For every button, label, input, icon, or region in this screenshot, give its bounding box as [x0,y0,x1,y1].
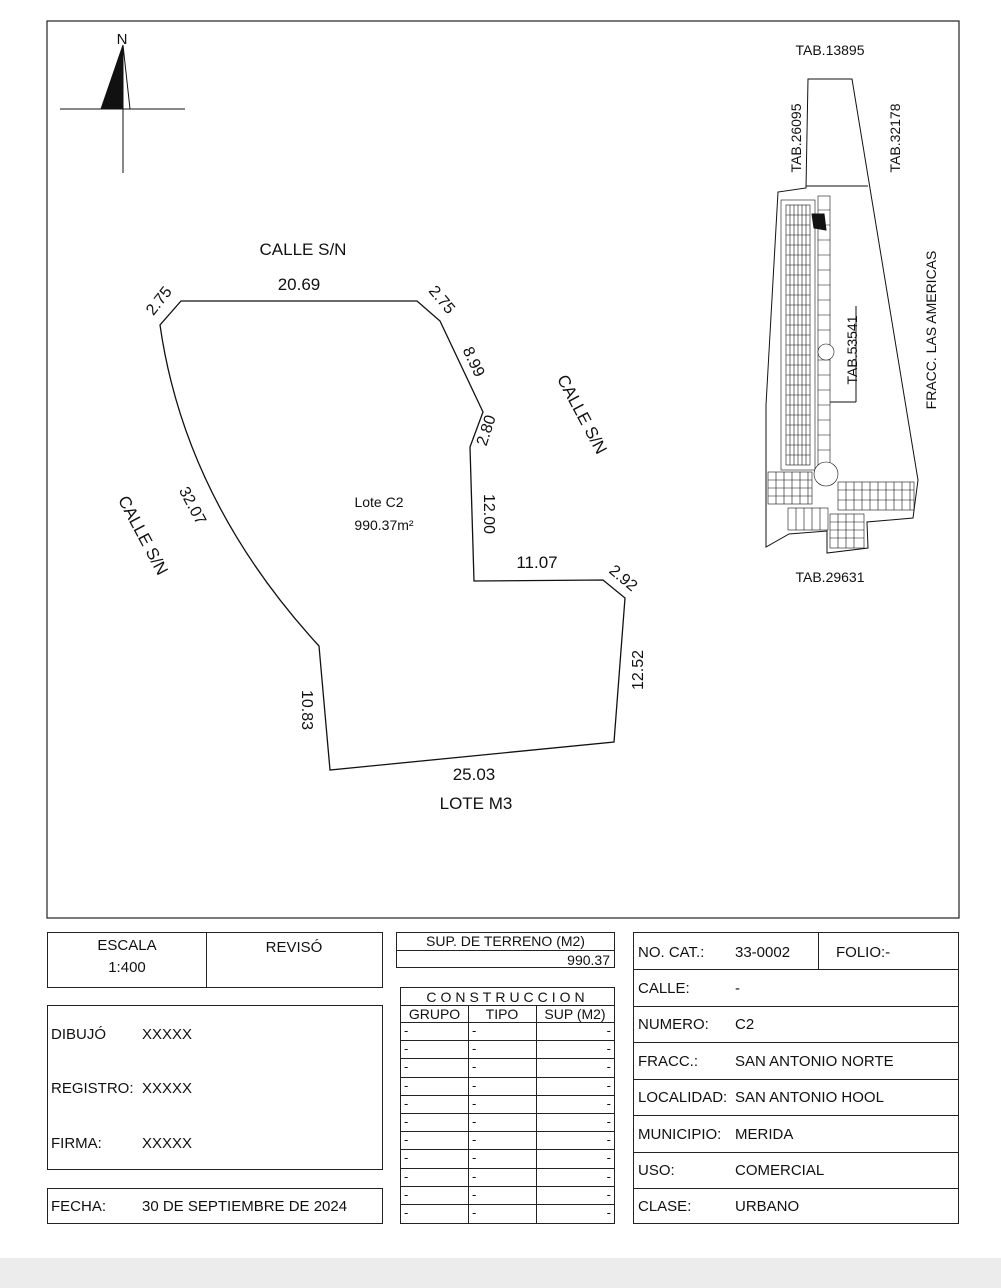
construction-cell: - [472,1168,477,1184]
tab-left-label: TAB.26095 [788,103,804,173]
street-label-left: CALLE S/N [114,492,172,579]
dim-2-92: 2.92 [605,562,641,596]
clase-value: URBANO [735,1198,800,1215]
uso-label: USO: [638,1162,675,1179]
col-grupo: GRUPO [408,1006,461,1022]
firma-label: FIRMA: [51,1135,102,1152]
dim-2-80: 2.80 [473,413,500,449]
localidad-value: SAN ANTONIO HOOL [735,1089,884,1106]
north-label: N [116,31,128,48]
construction-cell: - [606,1150,611,1166]
cadastral-info-table [633,932,959,1224]
construction-cell: - [472,1077,477,1093]
numero-label: NUMERO: [638,1016,709,1033]
construction-cell: - [404,1077,409,1093]
dim-top: 20.69 [277,275,321,294]
dim-8-99: 8.99 [458,344,488,380]
construction-cell: - [472,1186,477,1202]
construction-cell: - [606,1095,611,1111]
fracc-label: FRACC. LAS AMERICAS [923,250,939,410]
construction-cell: - [404,1132,409,1148]
construction-cell: - [472,1095,477,1111]
construction-cell: - [606,1059,611,1075]
tab-right-label: TAB.32178 [887,103,903,173]
lot-name: Lote C2 [354,494,404,510]
escala-value: 1:400 [108,959,146,976]
fecha-label: FECHA: [51,1198,107,1215]
scale-review-box [47,932,383,988]
construction-cell: - [606,1205,611,1220]
reviso-label: REVISÓ [265,939,323,956]
dim-12-52: 12.52 [630,649,647,691]
dibujo-value: XXXXX [142,1026,193,1043]
construction-cell: - [404,1186,409,1202]
signature-box [47,1005,383,1170]
tab-bottom-label: TAB.29631 [795,569,865,585]
construction-cell: - [606,1186,611,1202]
construction-cell: - [606,1041,611,1057]
date-box [47,1188,383,1224]
construction-cell: - [472,1150,477,1166]
adjacent-lot-label: LOTE M3 [439,794,513,813]
dim-10-83: 10.83 [298,689,315,731]
street-label-right: CALLE S/N [553,371,611,458]
construction-cell: - [404,1023,409,1038]
fracc-value: SAN ANTONIO NORTE [735,1053,894,1070]
construction-cell: - [404,1150,409,1166]
sup-terreno-value: 990.37 [567,952,610,968]
clase-label: CLASE: [638,1198,692,1215]
construction-cell: - [472,1114,477,1129]
registro-label: REGISTRO: [51,1080,134,1097]
lot-area: 990.37m² [354,517,414,533]
construction-cell: - [404,1095,409,1111]
escala-label: ESCALA [97,937,157,954]
construction-cell: - [606,1132,611,1148]
registro-value: XXXXX [142,1080,193,1097]
construction-cell: - [404,1041,409,1057]
construction-cell: - [472,1041,477,1057]
construction-cell: - [472,1059,477,1075]
construction-cell: - [472,1132,477,1148]
firma-value: XXXXX [142,1135,193,1152]
uso-value: COMERCIAL [735,1162,825,1179]
dim-chamfer-top-left: 2.75 [143,283,176,319]
dim-11-07: 11.07 [516,553,558,572]
construction-cell: - [404,1168,409,1184]
calle-value: - [735,980,740,997]
construction-cell: - [404,1059,409,1075]
construction-table [400,987,615,1224]
dim-32-07: 32.07 [175,484,209,528]
construccion-title: CONSTRUCCION [426,989,589,1005]
dim-chamfer-top-right: 2.75 [424,282,458,318]
construction-cell: - [404,1205,409,1220]
folio: FOLIO:- [836,944,891,961]
no-cat-value: 33-0002 [735,944,791,961]
street-label-top: CALLE S/N [259,240,347,259]
municipio-value: MERIDA [735,1126,794,1143]
dibujo-label: DIBUJÓ [51,1026,107,1043]
construction-cell: - [472,1205,477,1220]
col-sup: SUP (M2) [544,1006,606,1022]
construction-cell: - [606,1168,611,1184]
construction-cell: - [472,1023,477,1038]
tab-mid-label: TAB.53541 [844,315,860,385]
construction-cell: - [606,1114,611,1129]
no-cat-label: NO. CAT.: [638,944,705,961]
sup-terreno-label: SUP. DE TERRENO (M2) [426,933,585,949]
fracc-label: FRACC.: [638,1053,698,1070]
dim-25-03: 25.03 [452,765,496,784]
dim-12-00: 12.00 [480,493,497,535]
localidad-label: LOCALIDAD: [638,1089,728,1106]
calle-label: CALLE: [638,980,690,997]
land-area-box [396,932,615,968]
tab-top-label: TAB.13895 [795,42,865,58]
construction-cell: - [606,1077,611,1093]
construction-cell: - [404,1114,409,1129]
lot-location-marker [812,214,826,230]
numero-value: C2 [735,1016,755,1033]
lot-boundary [160,301,625,770]
north-arrow-icon [60,45,185,173]
col-tipo: TIPO [485,1006,519,1022]
municipio-label: MUNICIPIO: [638,1126,722,1143]
fecha-value: 30 DE SEPTIEMBRE DE 2024 [142,1198,348,1215]
construction-cell: - [606,1023,611,1038]
